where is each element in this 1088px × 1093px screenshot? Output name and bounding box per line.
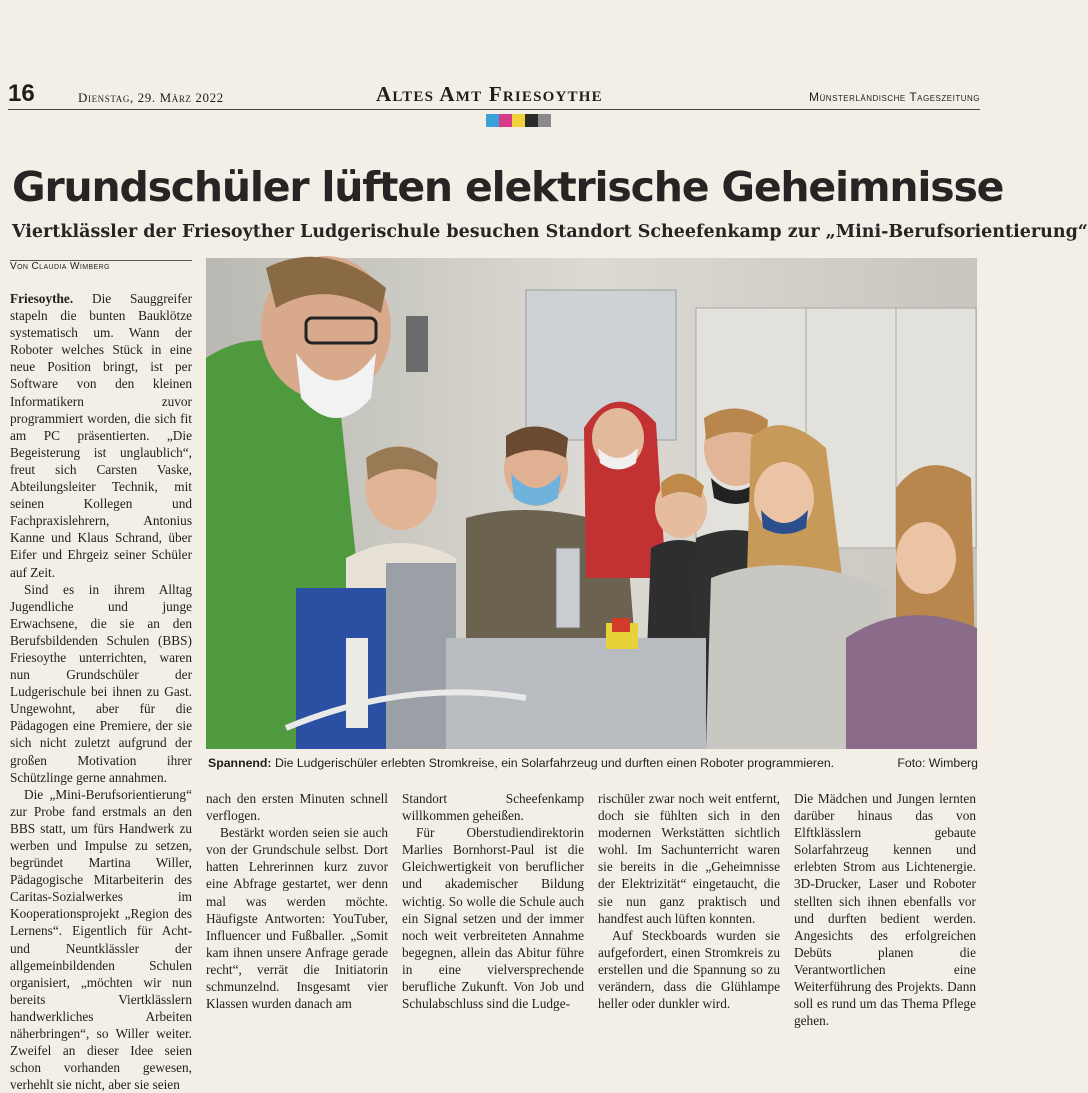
page-header	[8, 80, 980, 110]
article-photo	[206, 258, 977, 749]
paragraph: Die Mädchen und Jungen lernten darüber hinaus das von Elftklässlern gebaute Solarfahrzeug kennen und erlebten Strom aus Lichtenergie. 3D-Drucker, Laser und Roboter stellten sich ihnen ebenfalls vor und durften bedient werden. Angesichts des erfolgreichen Debüts planen die Verantwortlichen eine Weiterführung des Projekts. Dann soll es rund um das Thema Pflege gehen.	[794, 791, 976, 1029]
section-title: Altes Amt Friesoythe	[376, 82, 603, 106]
dateline: Friesoythe.	[10, 291, 74, 306]
caption-lead: Spannend:	[208, 756, 272, 770]
article-subheadline: Viertklässler der Friesoyther Ludgerischule besuchen Standort Scheefenkamp zur „Mini-Berufsorientierung“	[12, 222, 1088, 242]
byline: Von Claudia Wimberg	[10, 260, 192, 272]
text-column-3	[402, 790, 584, 1012]
paragraph	[10, 290, 192, 581]
black-mark	[525, 114, 538, 127]
issue-date: Dienstag, 29. März 2022	[78, 90, 224, 105]
magenta-mark	[499, 114, 512, 127]
caption-text: Die Ludgerischüler erlebten Stromkreise, ein Solarfahrzeug und durften einen Roboter programmieren.	[271, 756, 835, 770]
paragraph: Bestärkt worden seien sie auch von der Grundschule selbst. Dort hatten Lehrerinnen kurz zuvor eine Abfrage gestartet, wer denn mal was werden möchte. Häufigste Antworten: YouTuber, Influencer und Fußballer. „Somit kam ihnen unsere Anfrage gerade recht“, verrät die Initiatorin schmunzelnd. Insgesamt vier Klassen wurden danach am	[206, 825, 388, 1012]
text-column-5	[794, 790, 976, 1029]
newspaper-name: Münsterländische Tageszeitung	[809, 90, 980, 104]
paragraph: Für Oberstudiendirektorin Marlies Bornhorst-Paul ist die Gleichwertigkeit von beruflicher und akademischer Bildung wichtig. So wolle die Schule auch ein Signal setzen und der immer noch weit verbreiteten Annahme begegnen, allein das Abitur führe in eine vielversprechende berufliche Zukunft. Von Job und Schulabschluss sind die Ludge-	[402, 825, 584, 1012]
text-column-2	[206, 790, 388, 1012]
paragraph-text: Die Sauggreifer stapeln die bunten Bauklötze systematisch um. Wann der Roboter welches Stück in eine neue Position bringt, ist per Software von den kleinen Informatikern zuvor programmiert worden, die sich fit am PC präsentierten. „Die Begeisterung ist unglaublich“, freut sich Carsten Vaske, Abteilungsleiter Technik, mit seinen Kollegen und Fachpraxislehrern, Antonius Kanne und Klaus Schrand, über Eifer und Ehrgeiz seiner Schüler auf Zeit.	[10, 291, 192, 580]
paragraph: rischüler zwar noch weit entfernt, doch sie fühlten sich in den modernen Werkstätten sichtlich wohl. Im Sachunterricht waren sie bereits in die „Geheimnisse der Elektrizität“ eingetaucht, die sie nun ganz praktisch und handfest auch lüften konnten.	[598, 791, 780, 926]
cyan-mark	[486, 114, 499, 127]
article-headline: Grundschüler lüften elektrische Geheimnisse	[12, 163, 1004, 211]
paragraph: Sind es in ihrem Alltag Jugendliche und junge Erwachsene, die sie an den Berufsbildenden Schulen (BBS) Friesoythe unterrichten, waren nun Grundschüler der Ludgerischule bei ihnen zu Gast. Ungewohnt, aber für die Pädagogen eine Premiere, der sie sich nicht zuletzt aufgrund der großen Motivation ihrer Schützlinge gerne annahmen.	[10, 581, 192, 785]
yellow-mark	[512, 114, 525, 127]
paragraph: Standort Scheefenkamp willkommen geheißen.	[402, 791, 584, 824]
paragraph: Auf Steckboards wurden sie aufgefordert, einen Stromkreis zu erstellen und die Spannung so zu verändern, dass die Glühlampe heller oder dunkler wird.	[598, 927, 780, 1012]
paragraph: Die „Mini-Berufsorientierung“ zur Probe fand erstmals an den BBS statt, um fürs Handwerk zu werben und Impulse zu setzen, begründet Martina Willer, Pädagogische Mitarbeiterin des Caritas-Sozialwerkes im Kooperationsprojekt „Region des Lernens“. Eigentlich für Acht- und Neuntklässler der allgemeinbildenden Schulen organisiert, „möchten wir nun bereits Viertklässlern handwerkliches Arbeiten näherbringen“, so Willer weiter. Zweifel an dieser Idee seien schon vorhanden gewesen, verhehlt sie nicht, aber sie seien	[10, 786, 192, 1093]
gray-mark	[538, 114, 551, 127]
text-column-1	[10, 290, 192, 1093]
paragraph: nach den ersten Minuten schnell verflogen.	[206, 791, 388, 824]
text-column-4	[598, 790, 780, 1012]
color-registration-marks	[486, 114, 551, 127]
photo-illustration	[206, 258, 977, 749]
photo-credit: Foto: Wimberg	[897, 756, 978, 770]
photo-caption	[208, 756, 978, 770]
page-number: 16	[8, 80, 35, 107]
